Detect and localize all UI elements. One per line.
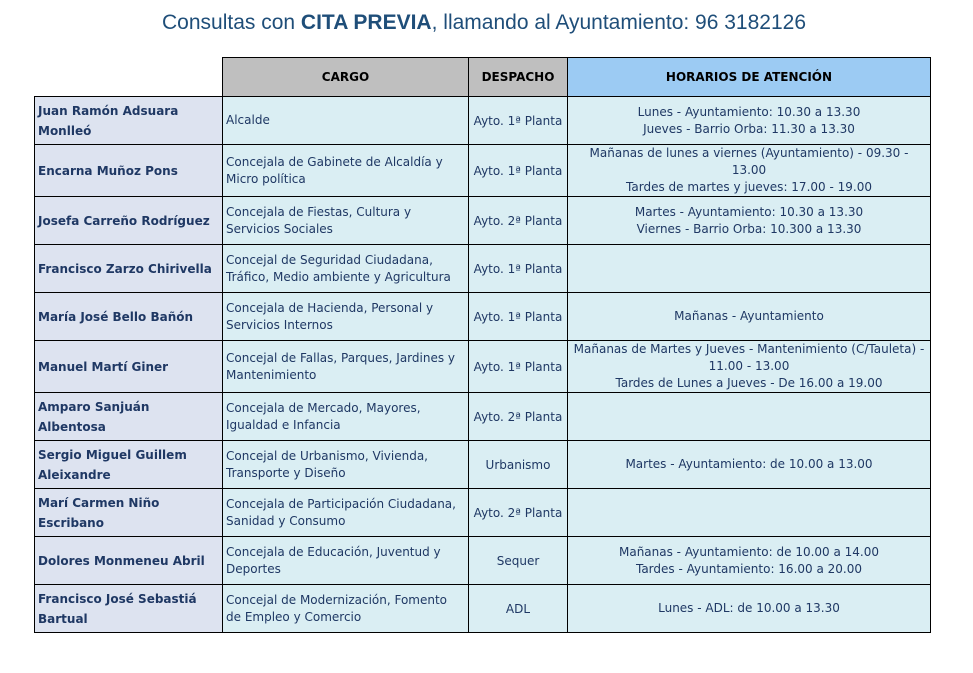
horario-line: Tardes de Lunes a Jueves - De 16.00 a 19.00 bbox=[615, 376, 883, 390]
horario-line: Martes - Ayuntamiento: de 10.00 a 13.00 bbox=[625, 457, 873, 471]
official-name: Marí Carmen Niño Escribano bbox=[35, 489, 223, 537]
official-cargo: Concejal de Modernización, Fomento de Empleo y Comercio bbox=[223, 585, 469, 633]
table-row bbox=[35, 245, 931, 293]
official-cargo: Concejal de Fallas, Parques, Jardines y Mantenimiento bbox=[223, 341, 469, 393]
table-row bbox=[35, 145, 931, 197]
horario-line: Mañanas de Martes y Jueves - Mantenimiento (C/Tauleta) - 11.00 - 13.00 bbox=[573, 342, 925, 373]
official-name: Sergio Miguel Guillem Aleixandre bbox=[35, 441, 223, 489]
official-horarios bbox=[568, 585, 931, 633]
official-name: Francisco José Sebastiá Bartual bbox=[35, 585, 223, 633]
official-despacho: Sequer bbox=[469, 537, 568, 585]
official-horarios bbox=[568, 537, 931, 585]
horario-line: Tardes de martes y jueves: 17.00 - 19.00 bbox=[626, 180, 872, 194]
horario-line: Mañanas - Ayuntamiento bbox=[674, 309, 824, 323]
official-name: Dolores Monmeneu Abril bbox=[35, 537, 223, 585]
official-horarios bbox=[568, 197, 931, 245]
horario-line: Viernes - Barrio Orba: 10.300 a 13.30 bbox=[636, 221, 862, 236]
official-despacho: Ayto. 2ª Planta bbox=[469, 393, 568, 441]
official-name: Josefa Carreño Rodríguez bbox=[35, 197, 223, 245]
schedule-table bbox=[34, 57, 931, 633]
official-name: Manuel Martí Giner bbox=[35, 341, 223, 393]
official-horarios bbox=[568, 245, 931, 293]
table-row bbox=[35, 393, 931, 441]
official-horarios bbox=[568, 341, 931, 393]
title-prefix: Consultas con bbox=[162, 11, 301, 34]
official-cargo: Alcalde bbox=[223, 97, 469, 145]
official-name: Amparo Sanjuán Albentosa bbox=[35, 393, 223, 441]
horario-line: Lunes - ADL: de 10.00 a 13.30 bbox=[658, 601, 840, 615]
title-bold: CITA PREVIA bbox=[300, 11, 432, 34]
official-cargo: Concejala de Fiestas, Cultura y Servicios Sociales bbox=[223, 197, 469, 245]
official-despacho: Ayto. 2ª Planta bbox=[469, 489, 568, 537]
official-despacho: Ayto. 2ª Planta bbox=[469, 197, 568, 245]
official-name: Juan Ramón Adsuara Monlleó bbox=[35, 97, 223, 145]
official-despacho: Urbanismo bbox=[469, 441, 568, 489]
official-cargo: Concejala de Participación Ciudadana, Sanidad y Consumo bbox=[223, 489, 469, 537]
header-cargo: CARGO bbox=[223, 58, 469, 97]
horario-line: Tardes - Ayuntamiento: 16.00 a 20.00 bbox=[635, 561, 862, 576]
official-horarios bbox=[568, 393, 931, 441]
official-name: María José Bello Bañón bbox=[35, 293, 223, 341]
table-row bbox=[35, 197, 931, 245]
table-row bbox=[35, 341, 931, 393]
table-row bbox=[35, 293, 931, 341]
official-horarios bbox=[568, 441, 931, 489]
table-row bbox=[35, 97, 931, 145]
header-blank-cell bbox=[35, 58, 223, 97]
horario-line: Jueves - Barrio Orba: 11.30 a 13.30 bbox=[643, 121, 855, 136]
official-despacho: Ayto. 1ª Planta bbox=[469, 341, 568, 393]
official-horarios bbox=[568, 97, 931, 145]
table-row bbox=[35, 537, 931, 585]
official-despacho: Ayto. 1ª Planta bbox=[469, 97, 568, 145]
page-title bbox=[0, 11, 968, 35]
official-despacho: Ayto. 1ª Planta bbox=[469, 245, 568, 293]
table-row bbox=[35, 585, 931, 633]
header-despacho: DESPACHO bbox=[469, 58, 568, 97]
official-horarios bbox=[568, 293, 931, 341]
official-despacho: ADL bbox=[469, 585, 568, 633]
horario-line: Martes - Ayuntamiento: 10.30 a 13.30 bbox=[634, 204, 864, 219]
horario-line: Mañanas - Ayuntamiento: de 10.00 a 14.00 bbox=[618, 544, 880, 559]
official-cargo: Concejala de Hacienda, Personal y Servicios Internos bbox=[223, 293, 469, 341]
official-cargo: Concejal de Seguridad Ciudadana, Tráfico, Medio ambiente y Agricultura bbox=[223, 245, 469, 293]
official-cargo: Concejal de Urbanismo, Vivienda, Transporte y Diseño bbox=[223, 441, 469, 489]
horario-line: Lunes - Ayuntamiento: 10.30 a 13.30 bbox=[637, 104, 861, 119]
table-row bbox=[35, 489, 931, 537]
header-horarios: HORARIOS DE ATENCIÓN bbox=[568, 58, 931, 97]
official-cargo: Concejala de Mercado, Mayores, Igualdad e Infancia bbox=[223, 393, 469, 441]
header-row bbox=[35, 58, 931, 97]
official-horarios bbox=[568, 489, 931, 537]
official-name: Encarna Muñoz Pons bbox=[35, 145, 223, 197]
official-horarios bbox=[568, 145, 931, 197]
title-suffix: , llamando al Ayuntamiento: 96 3182126 bbox=[431, 11, 806, 34]
table-body bbox=[35, 97, 931, 633]
official-name: Francisco Zarzo Chirivella bbox=[35, 245, 223, 293]
official-despacho: Ayto. 1ª Planta bbox=[469, 145, 568, 197]
table-row bbox=[35, 441, 931, 489]
official-despacho: Ayto. 1ª Planta bbox=[469, 293, 568, 341]
horario-line: Mañanas de lunes a viernes (Ayuntamiento) - 09.30 - 13.00 bbox=[589, 146, 909, 177]
official-cargo: Concejala de Gabinete de Alcaldía y Micro política bbox=[223, 145, 469, 197]
official-cargo: Concejala de Educación, Juventud y Deportes bbox=[223, 537, 469, 585]
